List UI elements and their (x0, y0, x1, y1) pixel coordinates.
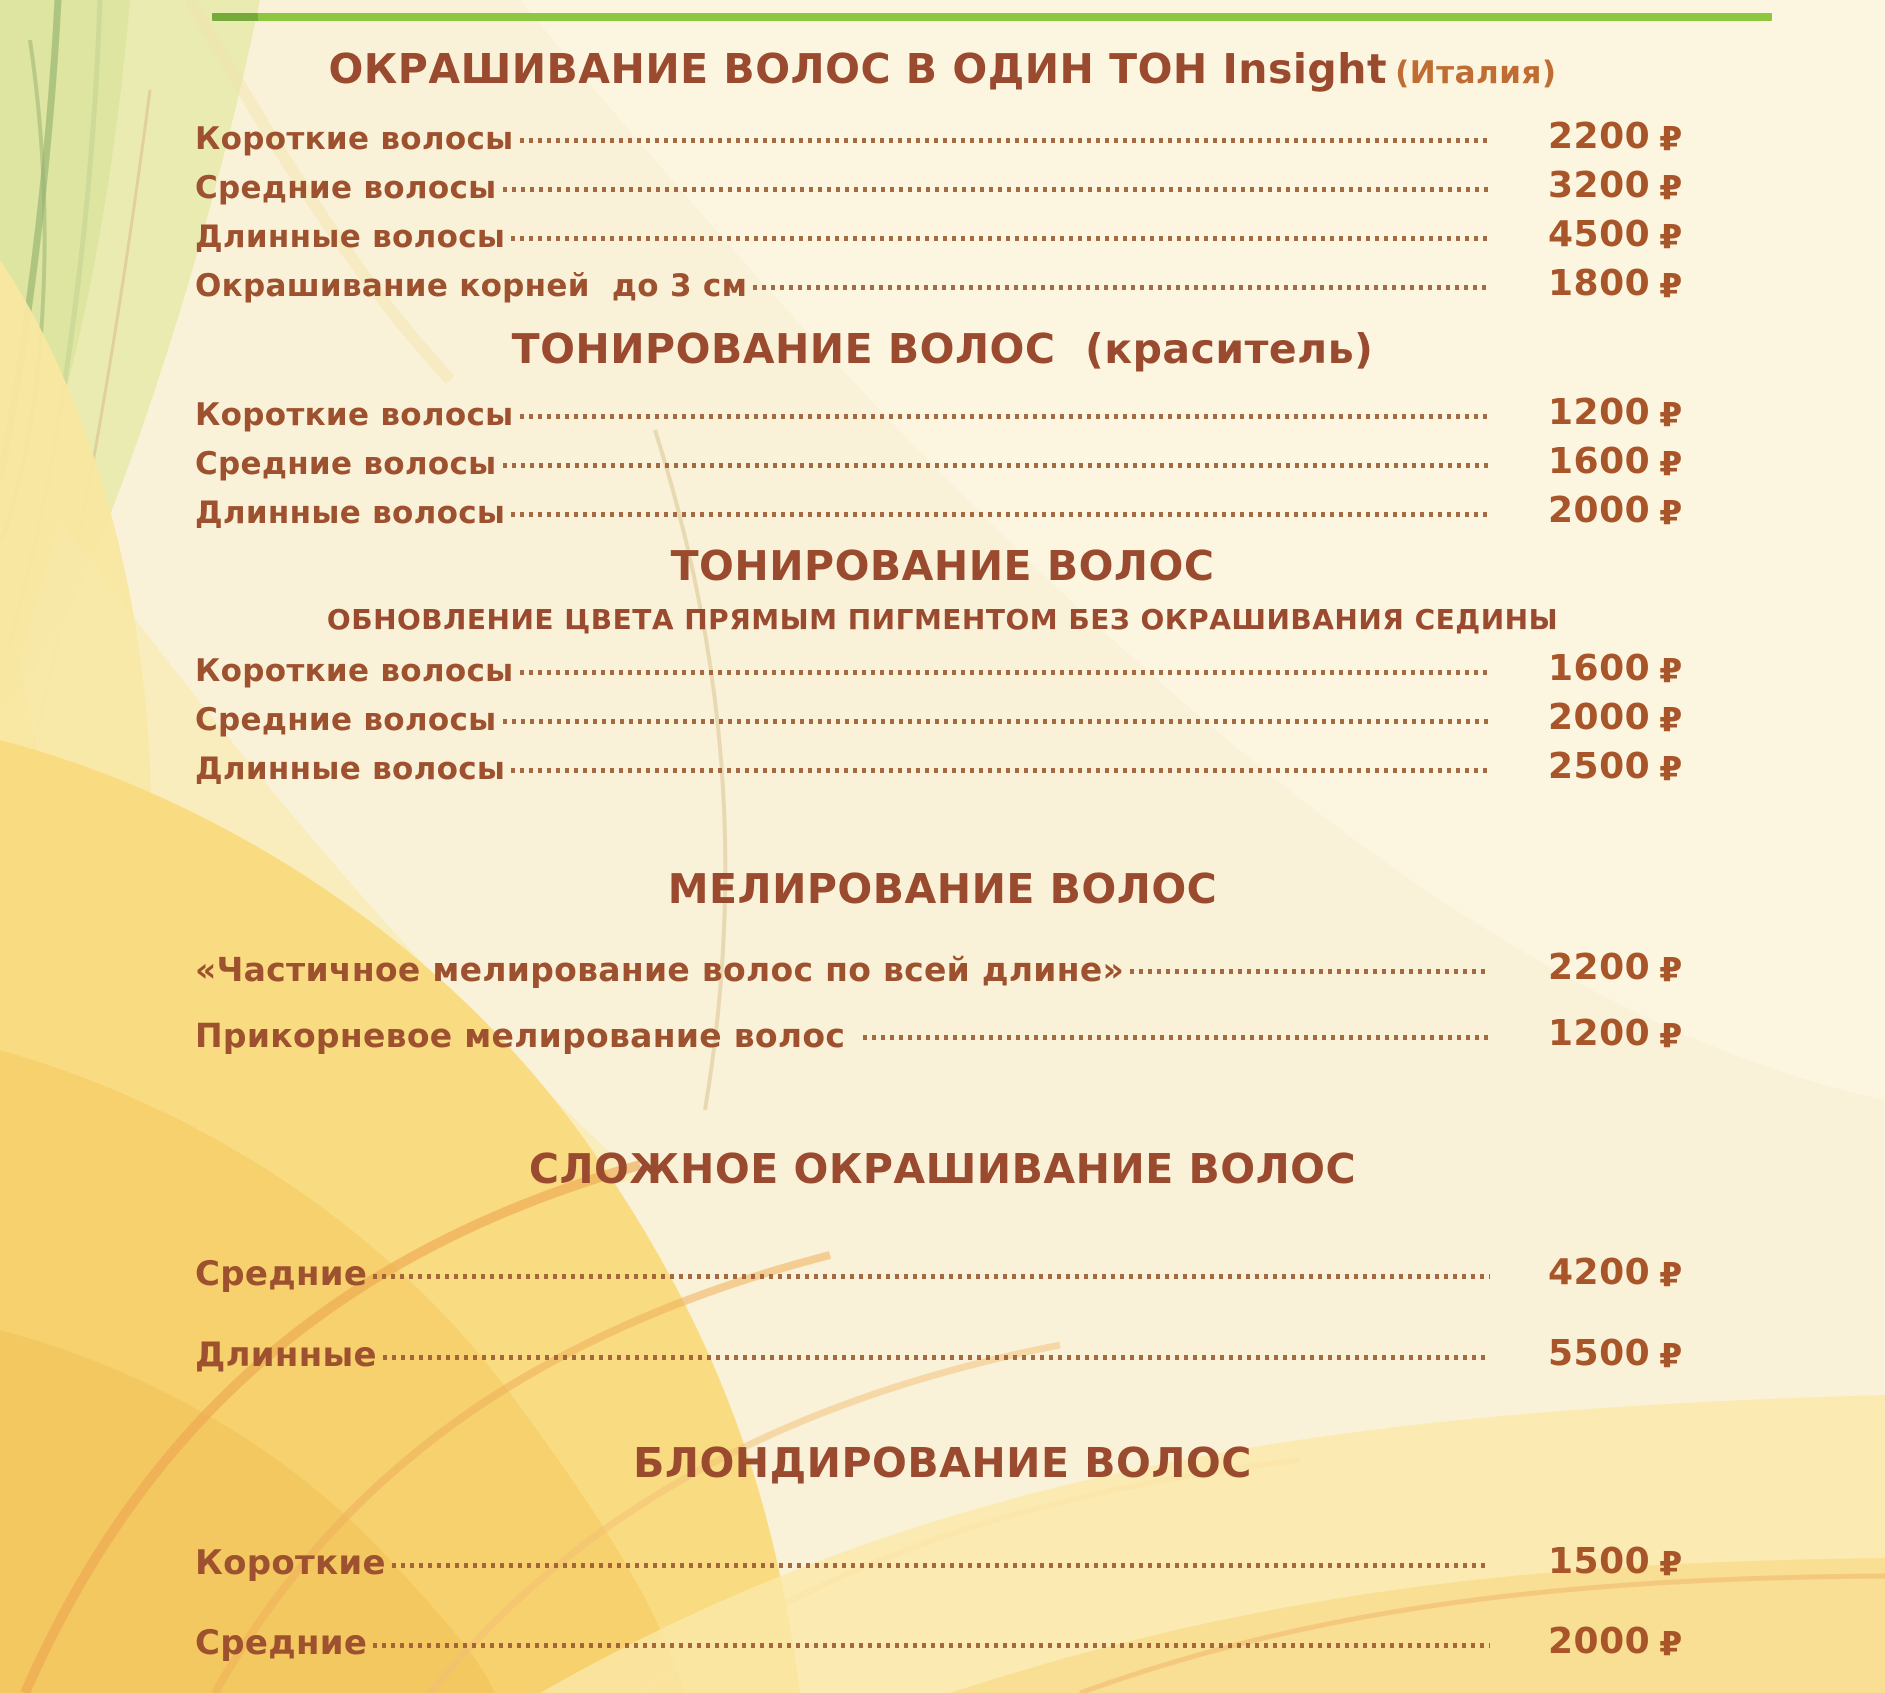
section-rows (195, 1222, 1690, 1384)
price-amount: 1200 (1548, 392, 1651, 433)
ruble-sign: ₽ (1659, 444, 1683, 483)
section-title-text: ОКРАШИВАНИЕ ВОЛОС В ОДИН ТОН Insight (328, 45, 1388, 93)
price-row (195, 390, 1690, 439)
section-title-blonding: БЛОНДИРОВАНИЕ ВОЛОС (633, 1439, 1252, 1487)
dotted-leader (503, 463, 1491, 468)
ruble-sign: ₽ (1659, 266, 1683, 305)
service-label: Длинные (195, 1335, 377, 1375)
ruble-sign: ₽ (1659, 217, 1683, 256)
section-title-toning-dye: ТОНИРОВАНИЕ ВОЛОС (краситель) (511, 325, 1374, 373)
price-row (195, 212, 1690, 261)
service-label: Длинные волосы (195, 751, 506, 787)
service-label: Короткие волосы (195, 397, 514, 433)
service-price (1548, 1621, 1690, 1663)
service-price (1548, 1541, 1690, 1583)
price-row (195, 488, 1690, 537)
price-row (195, 261, 1690, 310)
service-price (1548, 165, 1690, 207)
price-row (195, 646, 1690, 695)
price-row (195, 695, 1690, 744)
ruble-sign: ₽ (1659, 700, 1683, 739)
ruble-sign: ₽ (1659, 1336, 1683, 1375)
ruble-sign: ₽ (1659, 395, 1683, 434)
service-price (1548, 947, 1690, 989)
dotted-leader (383, 1355, 1490, 1360)
dotted-leader (520, 670, 1491, 675)
service-label: Короткие волосы (195, 121, 514, 157)
price-amount: 1600 (1548, 648, 1651, 689)
service-label: Средние волосы (195, 702, 497, 738)
service-label: Прикорневое мелирование волос (195, 1016, 857, 1055)
ruble-sign: ₽ (1659, 1544, 1683, 1583)
price-amount: 1500 (1548, 1541, 1651, 1582)
price-row (195, 930, 1690, 996)
service-label: Средние волосы (195, 446, 497, 482)
price-amount: 4500 (1548, 214, 1651, 255)
dotted-leader (520, 414, 1491, 419)
price-row (195, 1592, 1690, 1672)
ruble-sign: ₽ (1659, 1255, 1683, 1294)
dotted-leader (392, 1563, 1490, 1568)
dotted-leader (503, 187, 1491, 192)
ruble-sign: ₽ (1659, 1016, 1683, 1055)
ruble-sign: ₽ (1659, 1624, 1683, 1663)
service-price (1548, 116, 1690, 158)
service-label: «Частичное мелирование волос по всей длине» (195, 950, 1125, 989)
service-label: Длинные волосы (195, 495, 506, 531)
dotted-leader (753, 285, 1490, 290)
section-title-coloring-one-tone (195, 46, 1690, 93)
price-row (195, 1512, 1690, 1592)
ruble-sign: ₽ (1659, 168, 1683, 207)
dotted-leader (511, 236, 1490, 241)
price-amount: 3200 (1548, 165, 1651, 206)
dotted-leader (511, 512, 1490, 517)
dotted-leader (503, 719, 1491, 724)
service-label: Средние (195, 1623, 368, 1663)
price-row (195, 1303, 1690, 1384)
service-price (1548, 746, 1690, 788)
section-title-country-suffix: (Италия) (1395, 55, 1557, 91)
dotted-leader (373, 1274, 1490, 1279)
ruble-sign: ₽ (1659, 749, 1683, 788)
price-amount: 2000 (1548, 490, 1651, 531)
dotted-leader (373, 1643, 1490, 1648)
price-amount: 1800 (1548, 263, 1651, 304)
price-row (195, 114, 1690, 163)
price-amount: 4200 (1548, 1252, 1651, 1293)
ruble-sign: ₽ (1659, 651, 1683, 690)
service-price (1548, 1013, 1690, 1055)
section-title-complex-coloring: СЛОЖНОЕ ОКРАШИВАНИЕ ВОЛОС (528, 1145, 1357, 1193)
service-price (1548, 1333, 1690, 1375)
price-amount: 2000 (1548, 1621, 1651, 1662)
section-subtitle-pigment: ОБНОВЛЕНИЕ ЦВЕТА ПРЯМЫМ ПИГМЕНТОМ БЕЗ ОКРАШИВАНИЯ СЕДИНЫ (326, 603, 1559, 636)
dotted-leader (1130, 969, 1490, 974)
price-row (195, 439, 1690, 488)
price-amount: 1200 (1548, 1013, 1651, 1054)
service-label: Окрашивание корней до 3 см (195, 268, 748, 304)
service-price (1548, 441, 1690, 483)
service-label: Короткие волосы (195, 653, 514, 689)
price-amount: 1600 (1548, 441, 1651, 482)
section-title-toning: ТОНИРОВАНИЕ ВОЛОС (670, 542, 1215, 590)
price-amount: 2000 (1548, 697, 1651, 738)
section-rows (195, 390, 1690, 537)
service-price (1548, 697, 1690, 739)
ruble-sign: ₽ (1659, 493, 1683, 532)
section-rows (195, 646, 1690, 793)
service-price (1548, 648, 1690, 690)
service-price (1548, 490, 1690, 532)
price-row (195, 1222, 1690, 1303)
dotted-leader (511, 768, 1490, 773)
service-price (1548, 392, 1690, 434)
ruble-sign: ₽ (1659, 119, 1683, 158)
section-rows (195, 930, 1690, 1062)
service-price (1548, 263, 1690, 305)
price-row (195, 744, 1690, 793)
price-amount: 2200 (1548, 116, 1651, 157)
section-rows (195, 114, 1690, 310)
service-price (1548, 1252, 1690, 1294)
dotted-leader (863, 1035, 1490, 1040)
price-amount: 5500 (1548, 1333, 1651, 1374)
section-title-highlighting: МЕЛИРОВАНИЕ ВОЛОС (667, 865, 1218, 913)
service-label: Средние (195, 1254, 368, 1294)
ruble-sign: ₽ (1659, 950, 1683, 989)
service-price (1548, 214, 1690, 256)
section-rows (195, 1512, 1690, 1672)
price-amount: 2500 (1548, 746, 1651, 787)
price-row (195, 163, 1690, 212)
service-label: Короткие (195, 1543, 386, 1583)
price-amount: 2200 (1548, 947, 1651, 988)
service-label: Длинные волосы (195, 219, 506, 255)
dotted-leader (520, 138, 1491, 143)
service-label: Средние волосы (195, 170, 497, 206)
price-row (195, 996, 1690, 1062)
